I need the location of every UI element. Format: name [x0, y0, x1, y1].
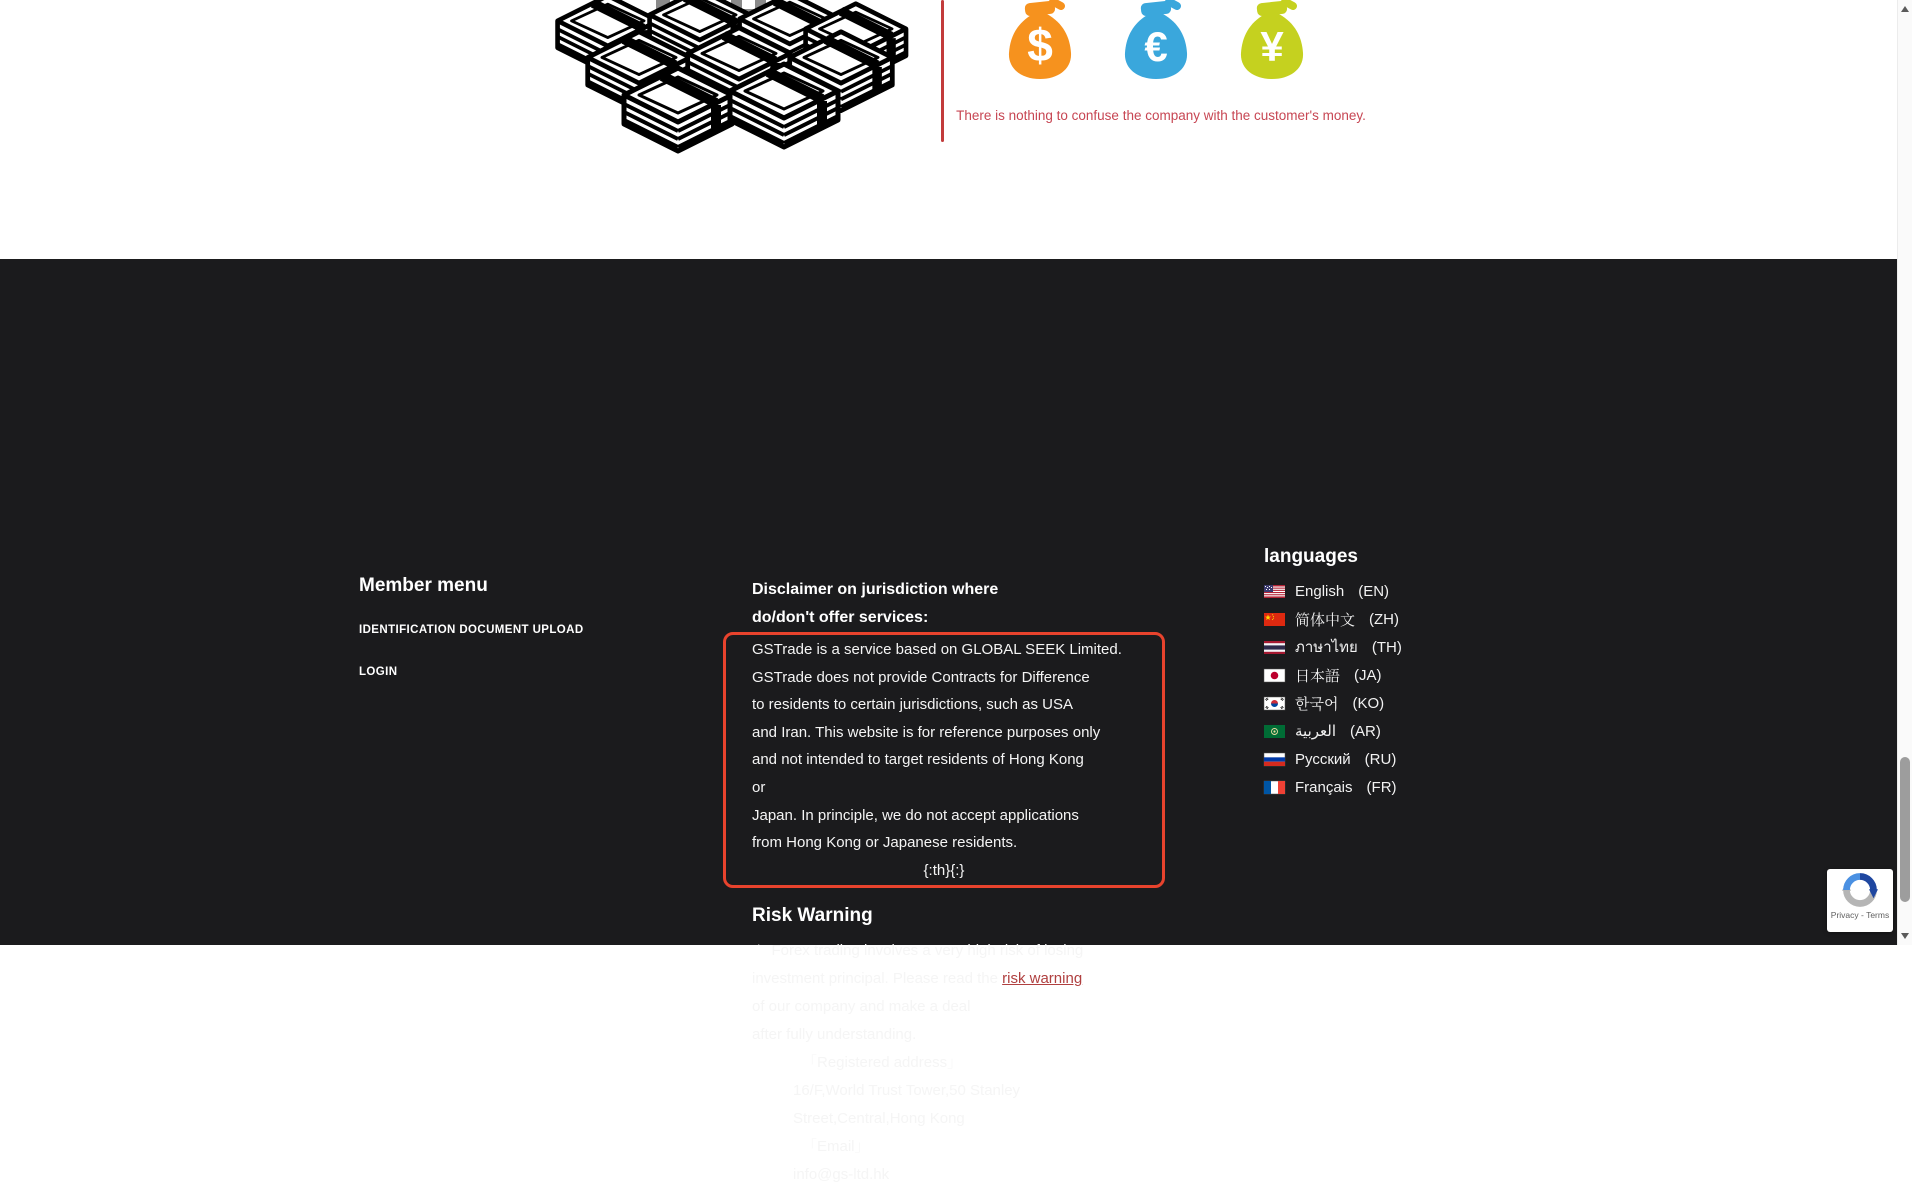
risk-warning-line: of our company and make a deal	[752, 998, 971, 1016]
disclaimer-line: and not intended to target residents of Hong Kong	[752, 751, 1084, 769]
france-flag-icon	[1264, 781, 1285, 794]
identification-document-upload-link[interactable]: IDENTIFICATION DOCUMENT UPLOAD	[359, 624, 584, 636]
risk-warning-line: Forex trading involves a very high risk of losing	[771, 942, 1084, 960]
address-line: 16/F,World Trust Tower,50 Stanley	[793, 1082, 1021, 1100]
risk-warning-link[interactable]: risk warning	[1002, 970, 1083, 988]
disclaimer-line: Japan. In principle, we do not accept applications	[752, 806, 1079, 824]
warning-icon: ⚠	[752, 942, 766, 960]
russia-flag-icon	[1264, 753, 1285, 766]
languages-section	[1264, 546, 1402, 801]
svg-text:¥: ¥	[1260, 23, 1284, 70]
member-menu-title: Member menu	[359, 575, 488, 596]
money-separation-caption: There is nothing to confuse the company with the customer's money.	[956, 108, 1366, 123]
disclaimer-section	[723, 576, 1165, 1189]
arab-league-flag-icon	[1264, 725, 1285, 738]
scroll-down-arrow-icon[interactable]	[1901, 933, 1909, 939]
disclaimer-box	[723, 632, 1165, 888]
svg-text:€: €	[1144, 23, 1168, 70]
language-item-ko[interactable]: 한국어 (KO)	[1264, 689, 1402, 717]
thailand-flag-icon	[1264, 641, 1285, 654]
registered-address-label: 「Registered address」	[802, 1054, 963, 1072]
address-line: Street,Central,Hong Kong	[793, 1110, 965, 1128]
recaptcha-icon	[1842, 872, 1878, 908]
scrollbar-track[interactable]	[1897, 0, 1912, 945]
recaptcha-badge[interactable]	[1827, 869, 1893, 932]
disclaimer-line: GSTrade is a service based on GLOBAL SEEK Limited.	[752, 641, 1122, 658]
disclaimer-line: to residents to certain jurisdictions, such as USA	[752, 696, 1073, 714]
dollar-money-bag-icon	[1003, 1, 1077, 81]
speech-bubble	[656, 0, 766, 52]
login-link[interactable]: LOGIN	[359, 666, 398, 678]
language-item-ar[interactable]: العربية (AR)	[1264, 717, 1402, 745]
recaptcha-privacy-terms[interactable]: Privacy - Terms	[1830, 910, 1890, 920]
language-item-fr[interactable]: Français (FR)	[1264, 773, 1402, 801]
money-bags	[1003, 1, 1309, 81]
language-item-en[interactable]: English (EN)	[1264, 577, 1402, 605]
disclaimer-line: or	[752, 778, 766, 796]
risk-warning-line: investment principal. Please read the	[752, 970, 1003, 988]
disclaimer-heading: Disclaimer on jurisdiction where do/don't offer services:	[752, 581, 999, 626]
risk-warning-line: after fully understanding.	[752, 1026, 917, 1044]
euro-money-bag-icon	[1119, 1, 1193, 81]
disclaimer-line: and Iran. This website is for reference purposes only	[752, 723, 1101, 741]
us-flag-icon	[1264, 585, 1285, 598]
language-item-zh[interactable]: 简体中文 (ZH)	[1264, 605, 1402, 633]
email-label: 「Email」	[802, 1138, 870, 1156]
scrollbar-thumb[interactable]	[1900, 757, 1910, 902]
disclaimer-line: from Hong Kong or Japanese residents.	[752, 834, 1018, 852]
footer	[0, 259, 1897, 1184]
email-address: info@gs-ltd.hk	[793, 1166, 890, 1184]
languages-title: languages	[1264, 546, 1358, 567]
japan-flag-icon	[1264, 669, 1285, 682]
yen-money-bag-icon	[1235, 1, 1309, 81]
risk-warning-section	[723, 905, 1165, 1189]
member-menu-section	[359, 575, 584, 708]
disclaimer-line: GSTrade does not provide Contracts for Difference	[752, 668, 1090, 686]
china-flag-icon	[1264, 613, 1285, 626]
disclaimer-shortcode: {:th}{:}	[923, 861, 965, 879]
svg-text:$: $	[1027, 19, 1053, 71]
language-item-th[interactable]: ภาษาไทย (TH)	[1264, 633, 1402, 661]
language-item-ja[interactable]: 日本語 (JA)	[1264, 661, 1402, 689]
language-item-ru[interactable]: Русский (RU)	[1264, 745, 1402, 773]
scroll-up-arrow-icon[interactable]	[1901, 6, 1909, 12]
risk-warning-title: Risk Warning	[752, 905, 873, 927]
south-korea-flag-icon	[1264, 697, 1285, 710]
money-stacks-illustration	[0, 0, 960, 160]
